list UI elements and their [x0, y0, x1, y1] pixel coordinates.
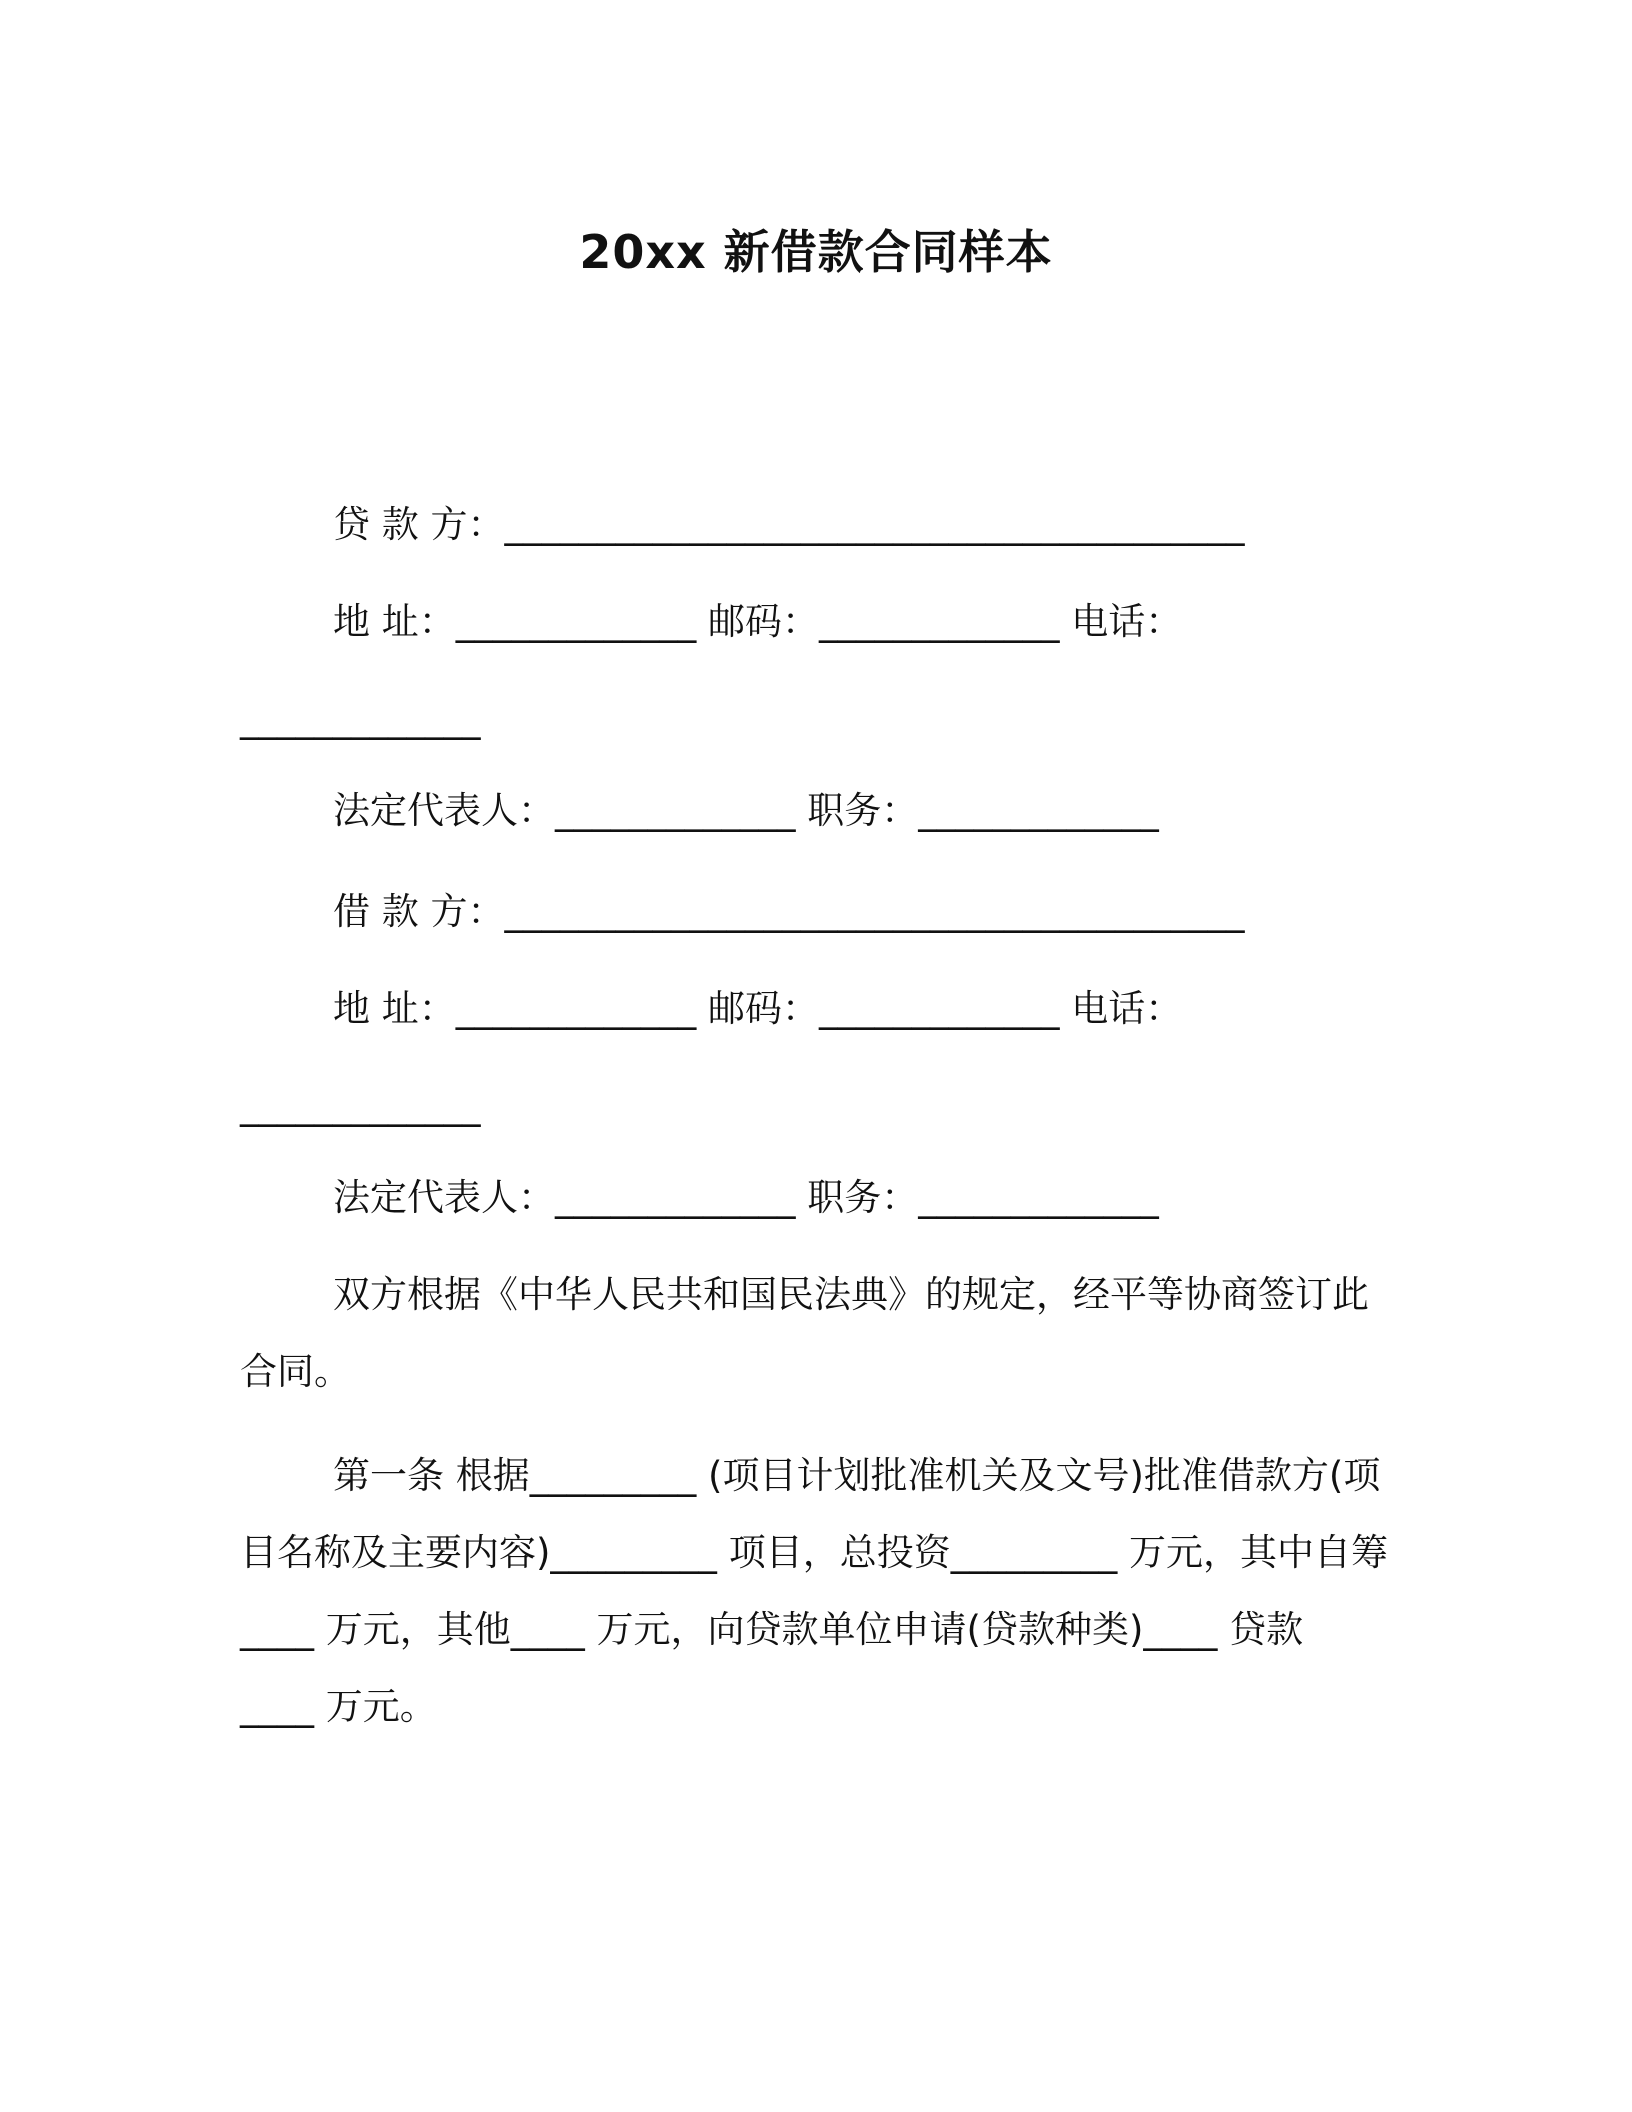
borrower-phone-blank: _____________: [240, 1084, 481, 1127]
preamble-line-1: 双方根据《中华人民共和国民法典》的规定，经平等协商签订此: [333, 1273, 1369, 1316]
lender-name-line: 贷 款 方：________________________________________: [333, 503, 1245, 546]
lender-address-line: 地 址：_____________ 邮码：_____________ 电话：: [333, 600, 1183, 643]
article-one-line-1: 第一条 根据_________ (项目计划批准机关及文号)批准借款方(项: [333, 1454, 1381, 1497]
article-one-line-4: ____ 万元。: [240, 1685, 437, 1728]
borrower-address-line: 地 址：_____________ 邮码：_____________ 电话：: [333, 987, 1183, 1030]
article-one-line-3: ____ 万元，其他____ 万元，向贷款单位申请(贷款种类)____ 贷款: [240, 1608, 1304, 1651]
borrower-representative-line: 法定代表人：_____________ 职务：_____________: [333, 1176, 1159, 1219]
borrower-name-line: 借 款 方：________________________________________: [333, 890, 1245, 933]
document-title: 20xx 新借款合同样本: [579, 225, 1053, 279]
preamble-line-2: 合同。: [240, 1350, 351, 1393]
article-one-line-2: 目名称及主要内容)_________ 项目，总投资_________ 万元，其中自筹: [240, 1531, 1388, 1574]
lender-phone-blank: _____________: [240, 697, 481, 740]
lender-representative-line: 法定代表人：_____________ 职务：_____________: [333, 789, 1159, 832]
